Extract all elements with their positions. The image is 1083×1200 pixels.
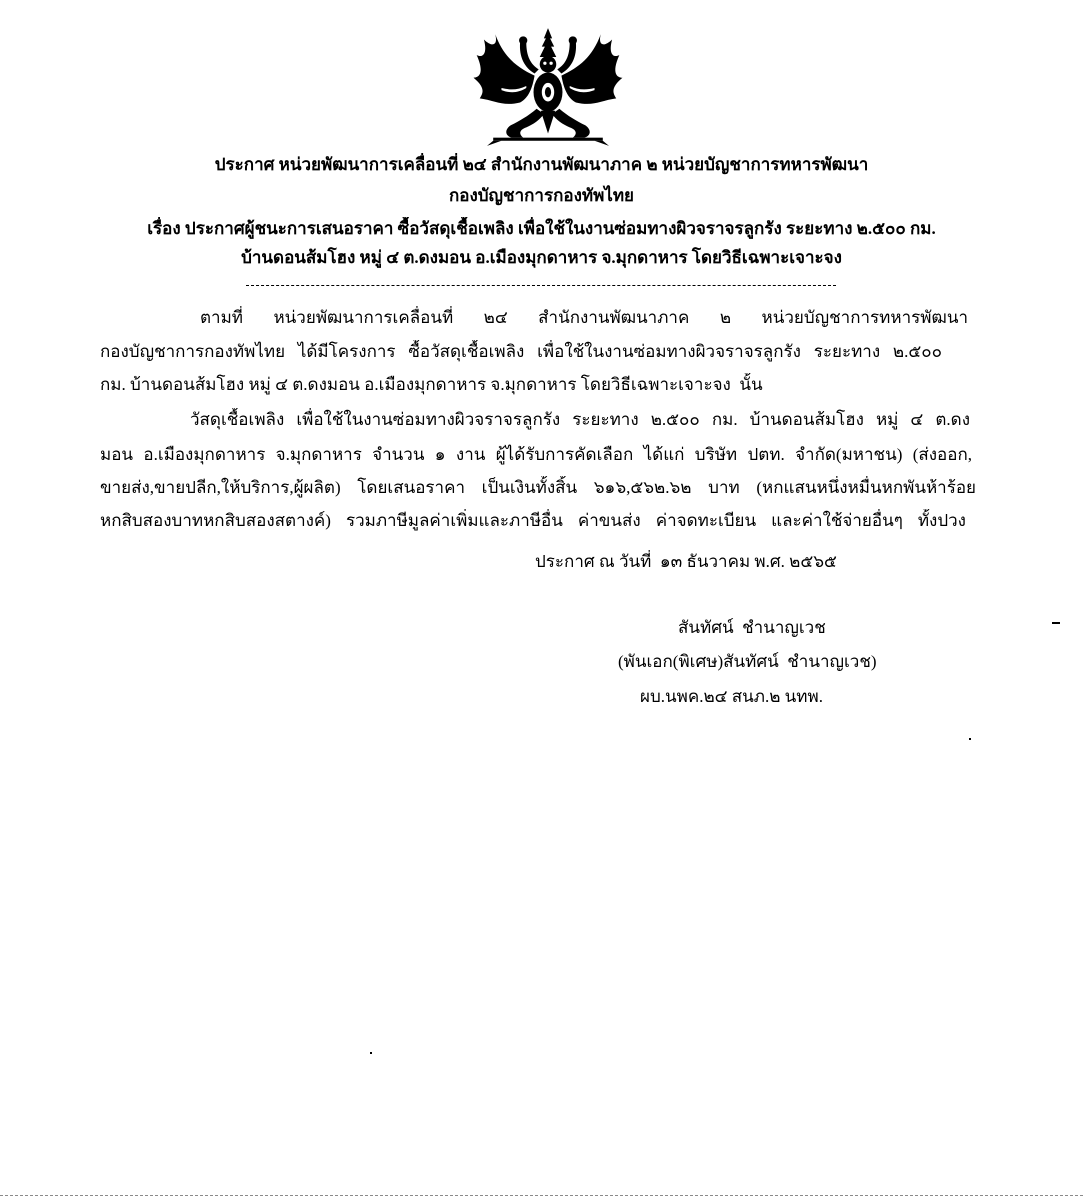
scan-mark <box>1052 622 1060 624</box>
signatory-position: ผบ.นพค.๒๔ สนภ.๒ นทพ. <box>640 687 823 706</box>
garuda-emblem <box>470 26 626 148</box>
paragraph1-line-1: ตามที่ หน่วยพัฒนาการเคลื่อนที่ ๒๔ สำนักงานพัฒนาภาค ๒ หน่วยบัญชาการทหารพัฒนา <box>200 308 968 327</box>
signatory-full-name: (พันเอก(พิเศษ)สันทัศน์ ชำนาญเวช) <box>618 652 877 671</box>
paragraph2-line-2: มอน อ.เมืองมุกดาหาร จ.มุกดาหาร จำนวน ๑ งาน ผู้ได้รับการคัดเลือก ได้แก่ บริษัท ปตท. จำกัด(มหาชน) (ส่งออก, <box>100 445 972 464</box>
subject-line-1: เรื่อง ประกาศผู้ชนะการเสนอราคา ซื้อวัสดุเชื้อเพลิง เพื่อใช้ในงานซ่อมทางผิวจราจรลูกรัง ระยะทาง ๒.๕๐๐ กม. <box>147 219 936 238</box>
announcement-date: ประกาศ ณ วันที่ ๑๓ ธันวาคม พ.ศ. ๒๕๖๕ <box>535 552 837 571</box>
title-line-1: ประกาศ หน่วยพัฒนาการเคลื่อนที่ ๒๔ สำนักงานพัฒนาภาค ๒ หน่วยบัญชาการทหารพัฒนา <box>214 155 869 174</box>
paragraph2-line-1: วัสดุเชื้อเพลิง เพื่อใช้ในงานซ่อมทางผิวจราจรลูกรัง ระยะทาง ๒.๕๐๐ กม. บ้านดอนส้มโฮง หมู่ ๔ ต.ดง <box>190 410 970 429</box>
signature-name: สันทัศน์ ชำนาญเวช <box>678 618 826 637</box>
scan-dot <box>969 738 971 740</box>
title-divider <box>246 285 836 286</box>
title-line-2: กองบัญชาการกองทัพไทย <box>448 186 635 205</box>
paragraph2-line-3: ขายส่ง,ขายปลีก,ให้บริการ,ผู้ผลิต) โดยเสนอราคา เป็นเงินทั้งสิ้น ๖๑๖,๕๖๒.๖๒ บาท (หกแสนหนึ่งหมื่นหกพันห้าร้อย <box>100 478 976 497</box>
paragraph2-line-4: หกสิบสองบาทหกสิบสองสตางค์) รวมภาษีมูลค่าเพิ่มและภาษีอื่น ค่าขนส่ง ค่าจดทะเบียน และค่าใช้จ่ายอื่นๆ ทั้งปวง <box>100 511 966 530</box>
paragraph1-line-3: กม. บ้านดอนส้มโฮง หมู่ ๔ ต.ดงมอน อ.เมืองมุกดาหาร จ.มุกดาหาร โดยวิธีเฉพาะเจาะจง นั้น <box>100 375 763 394</box>
subject-line-2: บ้านดอนส้มโฮง หมู่ ๔ ต.ดงมอน อ.เมืองมุกดาหาร จ.มุกดาหาร โดยวิธีเฉพาะเจาะจง <box>241 248 842 267</box>
paragraph1-line-2: กองบัญชาการกองทัพไทย ได้มีโครงการ ซื้อวัสดุเชื้อเพลิง เพื่อใช้ในงานซ่อมทางผิวจราจรลูกรัง ระยะทาง ๒.๕๐๐ <box>100 342 942 361</box>
bottom-scan-edge <box>0 1195 1083 1196</box>
scan-dot <box>370 1052 372 1054</box>
